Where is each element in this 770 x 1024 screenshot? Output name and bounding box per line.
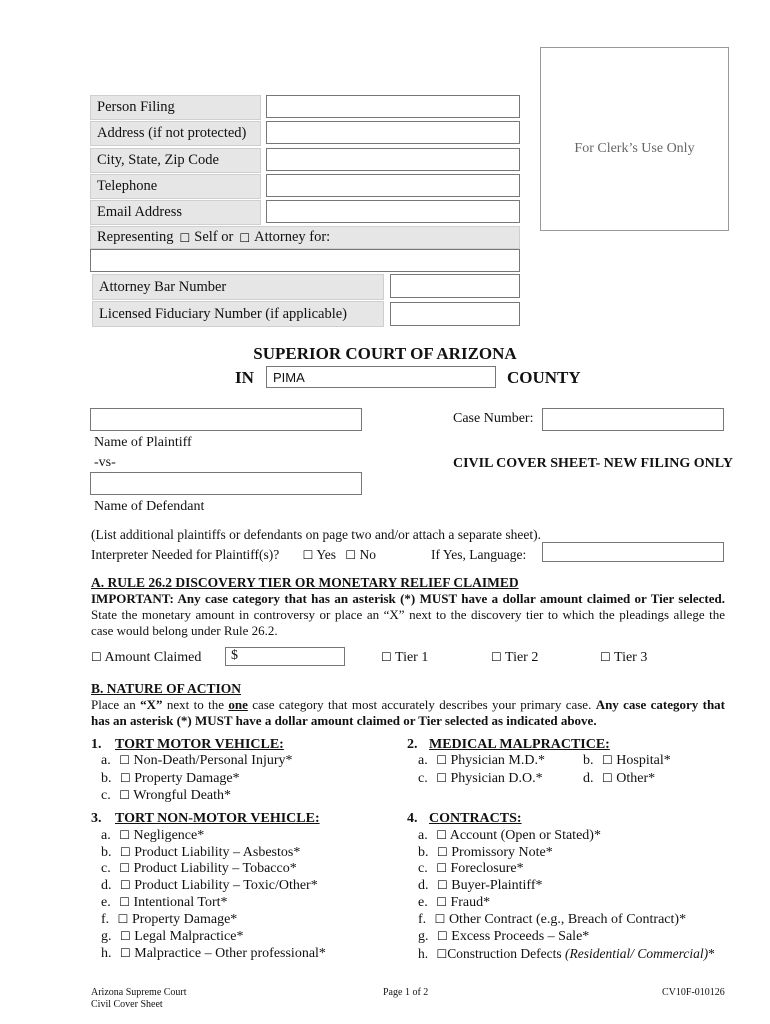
cat4-item[interactable] xyxy=(418,845,553,861)
item-letter: h. xyxy=(101,946,112,961)
section-a-instructions: State the monetary amount in controversy or place an “X” next to the discovery tier to which the pleadings allege the case would belong under Rule 26.2. xyxy=(91,607,725,638)
tier3-label: Tier 3 xyxy=(614,650,648,665)
item-label: Product Liability – Toxic/Other* xyxy=(134,878,318,893)
person-filing-field[interactable] xyxy=(266,95,520,118)
cat3-item[interactable] xyxy=(101,878,318,894)
court-title: SUPERIOR COURT OF ARIZONA xyxy=(253,344,517,363)
tier2-checkbox[interactable]: ☐ xyxy=(491,650,502,664)
cat3-item[interactable] xyxy=(101,845,300,861)
cat4-g-checkbox[interactable]: ☐ xyxy=(437,929,448,943)
representing-row xyxy=(90,226,520,249)
dollar-sign: $ xyxy=(231,648,238,663)
item-label: Negligence* xyxy=(133,828,205,843)
tier1-checkbox[interactable]: ☐ xyxy=(381,650,392,664)
vs-label: -vs- xyxy=(94,455,116,470)
tier2-label: Tier 2 xyxy=(505,650,539,665)
cat4-e-checkbox[interactable]: ☐ xyxy=(436,895,447,909)
item-label: Property Damage* xyxy=(131,912,238,927)
cat3-heading xyxy=(91,811,320,827)
item-letter: b. xyxy=(101,771,112,786)
item-label: Legal Malpractice* xyxy=(134,929,244,944)
section-b-intro-3: case category that most accurately describes your primary case. xyxy=(247,697,596,712)
cat3-item[interactable] xyxy=(101,861,297,877)
cat4-d-checkbox[interactable]: ☐ xyxy=(437,878,448,892)
amount-field[interactable] xyxy=(225,647,345,666)
footer-code: CV10F-010126 xyxy=(662,987,725,998)
section-b-intro-2: next to the xyxy=(162,697,229,712)
item-letter: b. xyxy=(101,845,112,860)
language-label: If Yes, Language: xyxy=(431,547,527,562)
item-letter: c. xyxy=(101,861,111,876)
cat4-number: 4. xyxy=(407,811,418,826)
item-letter: c. xyxy=(101,788,111,803)
cat4-b-checkbox[interactable]: ☐ xyxy=(437,845,448,859)
item-label: Physician M.D.* xyxy=(450,753,545,768)
fiduciary-field[interactable] xyxy=(390,302,520,326)
cat2-heading xyxy=(407,737,610,753)
amount-claimed-checkbox[interactable]: ☐ xyxy=(91,650,102,664)
item-letter: d. xyxy=(101,878,112,893)
cat4-item[interactable] xyxy=(418,946,715,962)
cat2-b-checkbox[interactable]: ☐ xyxy=(602,753,613,767)
item-letter: e. xyxy=(101,895,111,910)
item-letter: a. xyxy=(101,753,111,768)
section-b-title: B. NATURE OF ACTION xyxy=(91,681,242,696)
item-letter: h. xyxy=(418,946,429,961)
self-checkbox[interactable]: ☐ xyxy=(179,230,191,245)
cover-sheet-title: CIVIL COVER SHEET- NEW FILING ONLY xyxy=(453,456,733,471)
city-state-zip-field[interactable] xyxy=(266,148,520,171)
plaintiff-field[interactable] xyxy=(90,408,362,431)
email-label: Email Address xyxy=(90,200,261,225)
person-filing-label: Person Filing xyxy=(90,95,261,120)
interpreter-no-label: No xyxy=(359,547,376,562)
cat3-h-checkbox[interactable]: ☐ xyxy=(120,946,131,960)
section-b-paragraph xyxy=(91,697,725,729)
section-b-intro-x: “X” xyxy=(140,697,163,712)
email-field[interactable] xyxy=(266,200,520,223)
attorney-bar-field[interactable] xyxy=(390,274,520,298)
cat4-item[interactable] xyxy=(418,861,524,877)
language-field[interactable] xyxy=(542,542,724,562)
item-label: Product Liability – Asbestos* xyxy=(134,845,301,860)
cat3-number: 3. xyxy=(91,811,102,826)
cat3-b-checkbox[interactable]: ☐ xyxy=(120,845,131,859)
telephone-field[interactable] xyxy=(266,174,520,197)
section-a-important: IMPORTANT: Any case category that has an asterisk (*) MUST have a dollar amount claimed or Tier selected. xyxy=(91,591,725,606)
cat2-c-checkbox[interactable]: ☐ xyxy=(436,771,447,785)
interpreter-row xyxy=(91,547,376,563)
footer-page: Page 1 of 2 xyxy=(383,987,429,998)
item-label: Malpractice – Other professional* xyxy=(134,946,326,961)
cat3-f-checkbox[interactable]: ☐ xyxy=(117,912,129,926)
cat2-a-checkbox[interactable]: ☐ xyxy=(436,753,447,767)
item-label: Non-Death/Personal Injury* xyxy=(133,753,293,768)
fiduciary-label: Licensed Fiduciary Number (if applicable) xyxy=(92,301,384,327)
item-letter: a. xyxy=(101,828,111,843)
cat3-item[interactable] xyxy=(101,895,228,911)
tier1-label: Tier 1 xyxy=(395,650,429,665)
defendant-field[interactable] xyxy=(90,472,362,495)
cat2-item[interactable] xyxy=(418,771,543,787)
tier3-checkbox[interactable]: ☐ xyxy=(600,650,611,664)
cat3-title: TORT NON-MOTOR VEHICLE: xyxy=(115,811,320,826)
tier1-row xyxy=(381,650,428,666)
section-b-intro-1: Place an xyxy=(91,697,141,712)
item-label: Promissory Note* xyxy=(451,845,553,860)
interpreter-yes-checkbox[interactable]: ☐ xyxy=(302,548,314,562)
cat4-c-checkbox[interactable]: ☐ xyxy=(436,861,447,875)
item-label: Product Liability – Tobacco* xyxy=(133,861,297,876)
case-number-label: Case Number: xyxy=(453,411,534,426)
case-number-field[interactable] xyxy=(542,408,724,431)
item-letter: c. xyxy=(418,771,428,786)
county-label: COUNTY xyxy=(507,368,581,387)
cat4-a-checkbox[interactable]: ☐ xyxy=(436,828,447,842)
additional-parties-note: (List additional plaintiffs or defendants on page two and/or attach a separate sheet). xyxy=(91,527,541,542)
item-label: Account (Open or Stated)* xyxy=(449,828,601,843)
item-label: Hospital* xyxy=(616,753,671,768)
cat4-title: CONTRACTS: xyxy=(429,811,522,826)
item-label: Excess Proceeds – Sale* xyxy=(451,929,590,944)
cat3-c-checkbox[interactable]: ☐ xyxy=(119,861,130,875)
cat2-d-checkbox[interactable]: ☐ xyxy=(602,771,613,785)
item-letter: d. xyxy=(583,771,594,786)
attorney-checkbox[interactable]: ☐ xyxy=(239,230,251,245)
cat3-e-checkbox[interactable]: ☐ xyxy=(119,895,130,909)
address-field[interactable] xyxy=(266,121,520,144)
cat3-item[interactable] xyxy=(101,946,326,962)
item-label-tail: * xyxy=(708,946,715,961)
item-label-italic: (Residential/ Commercial) xyxy=(565,946,709,961)
item-label: Intentional Tort* xyxy=(133,895,228,910)
item-label: Property Damage* xyxy=(134,771,240,786)
county-value: PIMA xyxy=(273,370,305,385)
telephone-label: Telephone xyxy=(90,174,261,199)
cat3-item[interactable] xyxy=(101,929,243,945)
item-label: Fraud* xyxy=(450,895,491,910)
item-label: Buyer-Plaintiff* xyxy=(451,878,543,893)
cat1-b-checkbox[interactable]: ☐ xyxy=(120,771,131,785)
tier3-row xyxy=(600,650,647,666)
interpreter-label: Interpreter Needed for Plaintiff(s)? xyxy=(91,547,280,562)
item-letter: b. xyxy=(583,753,594,768)
cat2-title: MEDICAL MALPRACTICE: xyxy=(429,737,610,752)
cat3-item[interactable] xyxy=(101,912,237,928)
interpreter-no-checkbox[interactable]: ☐ xyxy=(345,548,357,562)
item-label: Wrongful Death* xyxy=(133,788,232,803)
item-letter: c. xyxy=(418,861,428,876)
attorney-bar-label: Attorney Bar Number xyxy=(92,274,384,300)
cat3-g-checkbox[interactable]: ☐ xyxy=(120,929,131,943)
amount-claimed-label: Amount Claimed xyxy=(104,650,202,665)
item-letter: f. xyxy=(101,912,110,927)
attorney-for-label: Attorney for: xyxy=(254,229,331,245)
representing-label: Representing xyxy=(97,229,174,245)
item-letter: g. xyxy=(101,929,112,944)
cat2-number: 2. xyxy=(407,737,418,752)
item-label: Physician D.O.* xyxy=(450,771,543,786)
item-letter: f. xyxy=(418,912,427,927)
cat2-item[interactable] xyxy=(583,771,655,787)
footer-sheet: Civil Cover Sheet xyxy=(91,999,163,1010)
cat1-item[interactable] xyxy=(101,771,240,787)
tier2-row xyxy=(491,650,538,666)
item-label: Other Contract (e.g., Breach of Contract)* xyxy=(448,912,687,927)
cat3-item[interactable] xyxy=(101,828,204,844)
cat3-a-checkbox[interactable]: ☐ xyxy=(119,828,130,842)
item-letter: b. xyxy=(418,845,429,860)
item-label: Foreclosure* xyxy=(450,861,524,876)
defendant-label: Name of Defendant xyxy=(94,499,205,514)
cat1-item[interactable] xyxy=(101,753,293,769)
self-or-label: Self or xyxy=(194,229,234,245)
amount-claimed-row xyxy=(91,650,201,666)
cat2-item[interactable] xyxy=(583,753,671,769)
city-state-zip-label: City, State, Zip Code xyxy=(90,148,261,173)
cat4-item[interactable] xyxy=(418,895,490,911)
item-label: Other* xyxy=(616,771,656,786)
item-letter: d. xyxy=(418,878,429,893)
cat1-title: TORT MOTOR VEHICLE: xyxy=(115,737,284,752)
footer-court: Arizona Supreme Court xyxy=(91,987,187,998)
plaintiff-label: Name of Plaintiff xyxy=(94,435,192,450)
cat4-f-checkbox[interactable]: ☐ xyxy=(434,912,446,926)
cat1-item[interactable] xyxy=(101,788,231,804)
section-a-title: A. RULE 26.2 DISCOVERY TIER OR MONETARY RELIEF CLAIMED xyxy=(91,575,519,590)
cat4-item[interactable] xyxy=(418,929,589,945)
section-b-intro-one: one xyxy=(228,697,248,712)
section-b-intro-bold: Any case category that has an asterisk (*) MUST have a dollar amount claimed or Tier selected as indicated above. xyxy=(91,697,726,728)
county-field[interactable] xyxy=(266,366,496,388)
cat1-a-checkbox[interactable]: ☐ xyxy=(119,753,130,767)
cat1-heading xyxy=(91,737,284,753)
cat4-item[interactable] xyxy=(418,912,686,928)
cat4-h-checkbox[interactable]: ☐ xyxy=(436,947,448,961)
item-letter: a. xyxy=(418,753,428,768)
clerk-use-box xyxy=(540,47,729,231)
attorney-for-field[interactable] xyxy=(90,249,520,272)
section-a-paragraph xyxy=(91,591,725,639)
cat4-heading xyxy=(407,811,522,827)
cat1-c-checkbox[interactable]: ☐ xyxy=(119,788,130,802)
cat4-item[interactable] xyxy=(418,828,601,844)
item-letter: e. xyxy=(418,895,428,910)
cat1-number: 1. xyxy=(91,737,102,752)
cat2-item[interactable] xyxy=(418,753,545,769)
address-label: Address (if not protected) xyxy=(90,121,261,146)
cat4-item[interactable] xyxy=(418,878,543,894)
item-letter: g. xyxy=(418,929,429,944)
cat3-d-checkbox[interactable]: ☐ xyxy=(120,878,131,892)
item-label: Construction Defects xyxy=(447,946,565,961)
item-letter: a. xyxy=(418,828,428,843)
clerk-use-label: For Clerk’s Use Only xyxy=(574,141,695,156)
interpreter-yes-label: Yes xyxy=(316,547,336,562)
in-label: IN xyxy=(235,368,254,387)
